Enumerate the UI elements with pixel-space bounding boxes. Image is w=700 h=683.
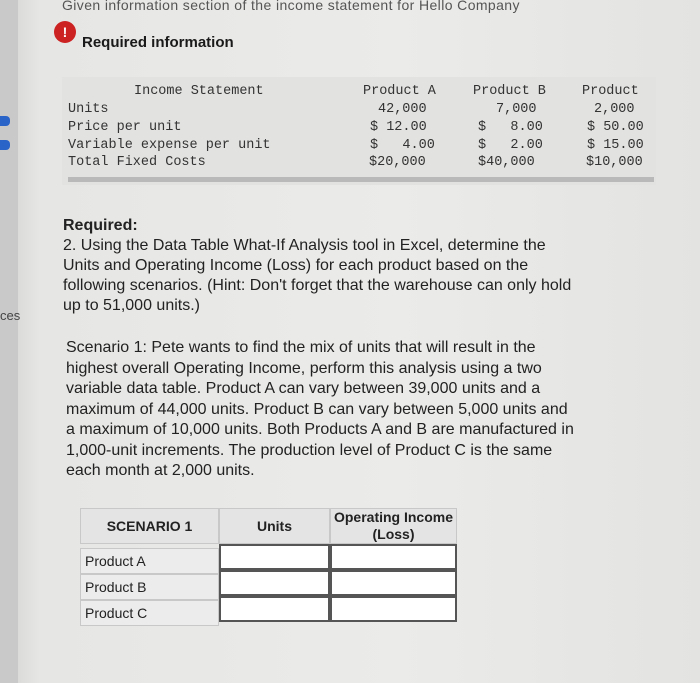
- scenario-line: highest overall Operating Income, perform this analysis using a two: [66, 359, 542, 377]
- alert-icon: !: [54, 21, 76, 43]
- row-value: $ 50.00: [587, 120, 644, 135]
- required-information-title: Required information: [82, 34, 234, 51]
- income-input-product-c[interactable]: [330, 596, 457, 622]
- units-input-product-c[interactable]: [219, 596, 330, 622]
- row-value: $20,000: [369, 155, 426, 170]
- row-value: $ 12.00: [370, 120, 427, 135]
- row-value: 42,000: [378, 102, 427, 117]
- column-header: Product: [582, 84, 639, 99]
- row-value: 7,000: [496, 102, 537, 117]
- units-input-product-a[interactable]: [219, 544, 330, 570]
- row-value: $ 4.00: [370, 138, 435, 153]
- cut-off-heading: Given information section of the income statement for Hello Company: [62, 0, 520, 13]
- row-label: Variable expense per unit: [68, 138, 271, 153]
- required-heading: Required:: [63, 217, 138, 234]
- row-label-product-c: Product C: [80, 600, 219, 626]
- income-input-product-b[interactable]: [330, 570, 457, 596]
- header-units: Units: [219, 508, 330, 544]
- column-header: Product A: [363, 84, 436, 99]
- row-value: $ 2.00: [478, 138, 543, 153]
- scenario-line: maximum of 44,000 units. Product B can vary between 5,000 units and: [66, 400, 568, 418]
- scenario-line: Scenario 1: Pete wants to find the mix of units that will result in the: [66, 339, 536, 356]
- row-label: Units: [68, 102, 109, 117]
- edge-text: ces: [0, 308, 21, 323]
- required-line: 2. Using the Data Table What-If Analysis tool in Excel, determine the: [63, 237, 546, 254]
- row-label-product-b: Product B: [80, 574, 219, 600]
- scenario-line: each month at 2,000 units.: [66, 462, 255, 479]
- row-value: 2,000: [594, 102, 635, 117]
- units-input-product-b[interactable]: [219, 570, 330, 596]
- header-scenario: SCENARIO 1: [80, 508, 219, 544]
- scenario-line: variable data table. Product A can vary between 39,000 units and a: [66, 380, 541, 397]
- column-header: Product B: [473, 84, 546, 99]
- required-line: Units and Operating Income (Loss) for each product based on the: [63, 257, 529, 274]
- scenario-line: 1,000-unit increments. The production level of Product C is the same: [66, 441, 553, 459]
- row-value: $40,000: [478, 155, 535, 170]
- row-value: $10,000: [586, 155, 643, 170]
- table-bottom-rule: [68, 177, 654, 182]
- income-statement-title: Income Statement: [134, 84, 264, 99]
- income-input-product-a[interactable]: [330, 544, 457, 570]
- row-value: $ 8.00: [478, 120, 543, 135]
- scenario-line: a maximum of 10,000 units. Both Products A and B are manufactured in: [66, 421, 574, 438]
- required-section: [63, 216, 653, 316]
- edge-marker: [0, 140, 10, 150]
- header-operating-income: Operating Income (Loss): [330, 508, 457, 544]
- row-value: $ 15.00: [587, 138, 644, 153]
- row-label: Price per unit: [68, 120, 182, 135]
- required-line: following scenarios. (Hint: Don't forget that the warehouse can only hold: [63, 277, 572, 294]
- row-label: Total Fixed Costs: [68, 155, 206, 170]
- scenario-description: [66, 338, 636, 482]
- edge-marker: [0, 116, 10, 126]
- income-statement-table: [62, 77, 656, 185]
- row-label-product-a: Product A: [80, 548, 219, 574]
- left-edge-panel: [0, 0, 21, 683]
- required-line: up to 51,000 units.): [63, 297, 200, 314]
